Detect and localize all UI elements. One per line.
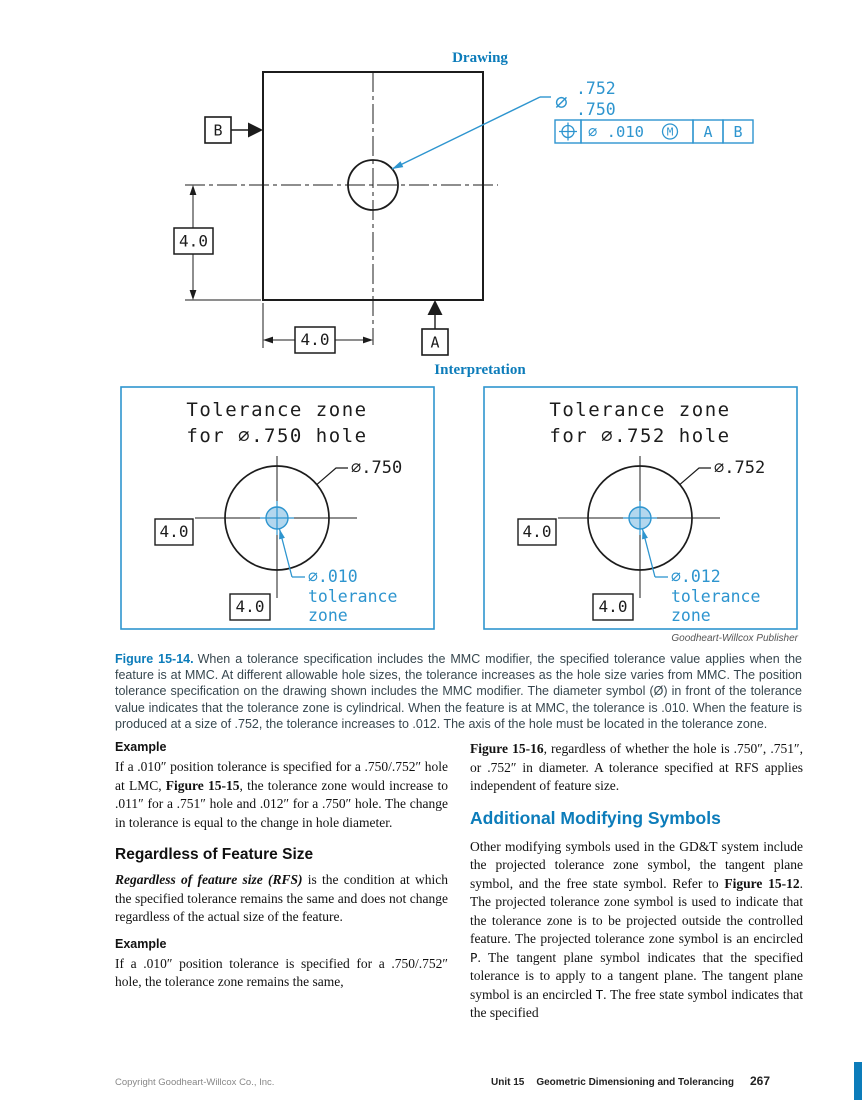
datum-triangle-icon xyxy=(428,300,443,315)
dim-bottom-value: 4.0 xyxy=(235,597,265,616)
panel-title-line1: Tolerance zone xyxy=(549,399,731,421)
panel-title-line2: for ⌀.752 hole xyxy=(549,425,731,447)
dim-left-value: 4.0 xyxy=(522,522,552,541)
hole-size-upper: .752 xyxy=(576,79,616,98)
figure-reference: Figure 15-15 xyxy=(165,777,240,793)
drawing-label: Drawing xyxy=(452,50,508,66)
example-heading: Example xyxy=(115,740,167,754)
hole-size-lower: .750 xyxy=(576,100,616,119)
datum-feature-a xyxy=(422,300,448,355)
paragraph-text: . The free state symbol indicates that the specified xyxy=(470,986,803,1020)
zone-label-line3: zone xyxy=(671,606,711,625)
mmc-letter: M xyxy=(666,125,674,139)
paragraph xyxy=(115,758,448,832)
datum-triangle-icon xyxy=(248,123,263,138)
paragraph-text: . The tangent plane symbol indicates that the specified tolerance is to apply to a tangent plane. The tangent plane symbol is an encircled xyxy=(470,949,803,1002)
zone-label-line1: ⌀.010 xyxy=(308,567,358,586)
zone-crosshair-icon xyxy=(260,501,294,535)
figure-reference: Figure 15-12 xyxy=(724,875,800,891)
dimension-left xyxy=(174,185,261,300)
zone-label-line2: tolerance xyxy=(671,587,761,606)
figure-caption-label: Figure 15-14. xyxy=(115,652,194,666)
feature-control-frame xyxy=(555,120,753,143)
datum-a-letter: A xyxy=(430,333,440,352)
paragraph-text: , regardless of whether the hole is .750″, .751″, or .752″ in diameter. A tolerance specified at RFS applies independent of feature size. xyxy=(470,741,803,793)
panel-title-line1: Tolerance zone xyxy=(186,399,368,421)
rfs-section-heading: Regardless of Feature Size xyxy=(115,846,314,863)
dim-bottom-value: 4.0 xyxy=(300,330,330,349)
zone-label-line2: tolerance xyxy=(308,587,398,606)
paragraph-text: is the condition at which the specified tolerance remains the same and does not change regardless of the actual size of the feature. xyxy=(115,872,449,924)
mmc-modifier-icon xyxy=(663,124,678,139)
publisher-credit: Goodheart-Willcox Publisher xyxy=(671,633,798,644)
centerlines xyxy=(185,72,498,345)
section-heading: Additional Modifying Symbols xyxy=(470,807,721,828)
paragraph-text: If a .010″ position tolerance is specified for a .750/.752″ hole at LMC, xyxy=(115,759,448,793)
copyright-notice: Copyright Goodheart-Willcox Co., Inc. xyxy=(115,1077,275,1088)
figure-caption-text: When a tolerance specification includes the MMC modifier, the specified tolerance value applies when the feature is at MMC. At different allowable hole sizes, the tolerance increases as the hole size varies from MMC. The position tolerance specification on the drawing shown includes the MMC modifier. The diameter symbol (Ø) in front of the tolerance value indicates that the tolerance zone is cylindrical. When the feature is at MMC, the tolerance is .010. When the feature is produced at a size of .752, the tolerance increases to .012. The axis of the hole must be located in the tolerance zone. xyxy=(115,652,802,731)
key-term: Regardless of feature size (RFS) xyxy=(115,872,303,887)
fcf-tolerance: ⌀ .010 xyxy=(588,123,644,141)
paragraph xyxy=(470,838,803,1023)
left-column xyxy=(115,740,448,1002)
hole-label-leader xyxy=(317,468,348,485)
unit-label: Unit 15 xyxy=(491,1077,525,1088)
dim-left-value: 4.0 xyxy=(159,522,189,541)
figure-caption xyxy=(115,651,802,732)
paragraph-text: Other modifying symbols used in the GD&T system include the projected tolerance zone symbol, the tangent plane symbol, and the free state symbol. Refer to xyxy=(470,838,803,891)
page-edge-tab xyxy=(854,1062,862,1100)
paragraph xyxy=(115,871,448,927)
dim-bottom-value: 4.0 xyxy=(598,597,628,616)
running-footer xyxy=(440,1074,770,1088)
unit-title: Geometric Dimensioning and Tolerancing xyxy=(536,1077,734,1088)
dimension-bottom xyxy=(263,303,373,353)
paragraph-text: , the tolerance zone would increase to .011″ for a .751″ hole and .012″ for a .750″ hole. The change in tolerance is equal to the change in hole diameter. xyxy=(115,777,448,830)
dim-left-value: 4.0 xyxy=(179,231,208,251)
symbol-letter-t: T xyxy=(595,986,604,1002)
datum-feature-b xyxy=(205,117,263,143)
zone-crosshair-icon xyxy=(623,501,657,535)
page-number: 267 xyxy=(749,1074,770,1088)
tolerance-panel-750 xyxy=(120,386,435,630)
leader-arrow-icon xyxy=(392,161,403,169)
paragraph xyxy=(470,740,803,796)
paragraph-text: If a .010″ position tolerance is specified for a .750/.752″ hole, the tolerance zone remains the same, xyxy=(115,955,448,989)
leader-arrow-icon xyxy=(279,529,285,539)
datum-b-letter: B xyxy=(213,121,223,140)
right-column xyxy=(470,740,803,1033)
hole-size-callout xyxy=(392,79,616,169)
hole-diameter-label: ⌀.752 xyxy=(714,458,766,478)
example-heading: Example xyxy=(115,936,167,951)
zone-label-line3: zone xyxy=(308,606,348,625)
paragraph xyxy=(115,955,448,992)
fcf-datum-2: B xyxy=(733,123,743,141)
hole-diameter-label: ⌀.750 xyxy=(351,458,403,478)
interpretation-label: Interpretation xyxy=(434,362,526,378)
panel-title-line2: for ⌀.750 hole xyxy=(186,425,368,447)
leader-arrow-icon xyxy=(642,529,648,539)
position-symbol-icon xyxy=(559,123,577,141)
paragraph-text: . The projected tolerance zone symbol is used to indicate that the tolerance zone is to be projected outside the controlled feature. The projected tolerance zone symbol is an encircled xyxy=(470,875,803,946)
figure-reference: Figure 15-16 xyxy=(470,741,544,756)
fcf-datum-1: A xyxy=(703,123,713,141)
tolerance-panel-752 xyxy=(483,386,798,630)
technical-drawing xyxy=(115,45,795,363)
diameter-symbol: ⌀ xyxy=(555,90,568,114)
hole-label-leader xyxy=(680,468,711,485)
symbol-letter-p: P xyxy=(470,949,478,965)
zone-label-line1: ⌀.012 xyxy=(671,567,721,586)
